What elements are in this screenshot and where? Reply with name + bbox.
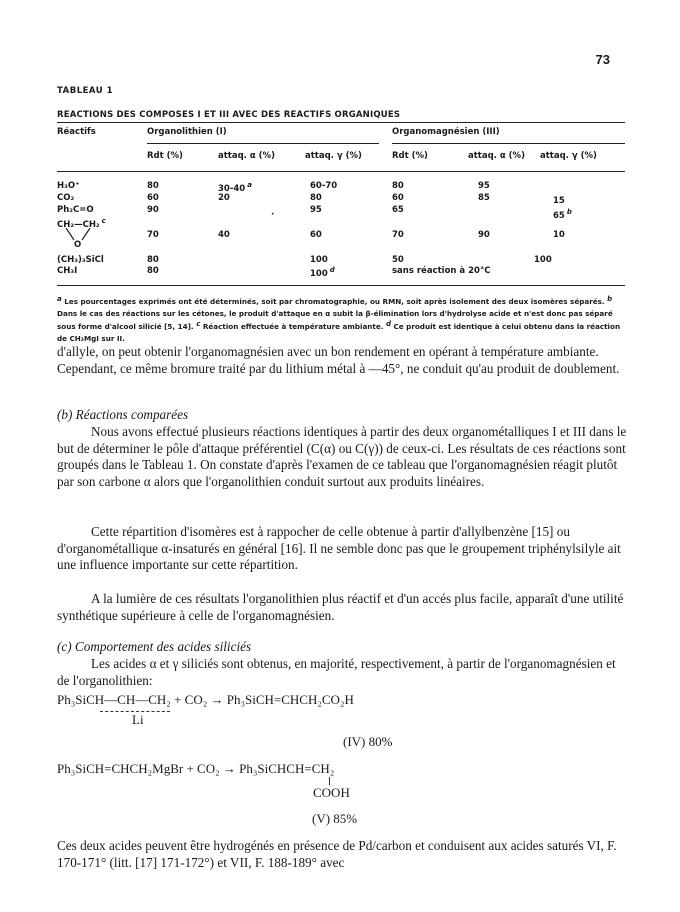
- table-row: [57, 266, 77, 276]
- footnote-mark-c: c: [196, 320, 201, 328]
- table-row: [57, 181, 80, 191]
- table-top-rule: [57, 122, 625, 123]
- cell-mg-alpha: 85: [478, 193, 490, 203]
- cell-mg-gamma: 65 $^b$: [553, 208, 572, 221]
- sub-header-li-alpha: attaq. α (%): [218, 151, 275, 161]
- sub-header-mg-gamma: attaq. γ (%): [540, 151, 597, 161]
- table-title: REACTIONS DES COMPOSES I ET III AVEC DES REACTIFS ORGANIQUES: [57, 110, 401, 120]
- table-label: TABLEAU 1: [57, 86, 114, 96]
- cell-mg-rdt: sans réaction à 20°C: [392, 266, 491, 276]
- col-header-reactifs: Réactifs: [57, 127, 96, 137]
- paragraph-reactions-comparees: Nous avons effectué plusieurs réactions identiques à partir des deux organométalliques I et III dans le but de déterminer le pôle d'attaque préférentiel (C(α) ou C(γ)) de ceux-ci. Les résultats de ces réactions sont groupés dans le Tableau 1. On constate d'après l'examen de ce tableau que l'organomagnésien réagit plutôt par son carbone α alors que l'organolithien conduit surtout aux produits linéaires.: [57, 424, 627, 489]
- table-row: [57, 193, 74, 203]
- cell-li-alpha: 20: [218, 193, 230, 203]
- equation-1-lithium: Li: [132, 712, 144, 727]
- equation-2-label: (V) 85%: [312, 811, 358, 826]
- cell-mg-rdt: 80: [392, 181, 404, 191]
- cell-li-gamma: 95: [310, 205, 322, 215]
- equation-2-cooh: COOH: [313, 785, 350, 800]
- cell-mg-rdt: 65: [392, 205, 404, 215]
- footnote-mark: d: [329, 266, 335, 274]
- group-rule-li: [147, 143, 379, 144]
- cell-mg-rdt: 70: [392, 230, 404, 240]
- cell-reactif: CH₂—CH₂: [57, 220, 100, 230]
- paragraph-conclusion: A la lumière de ces résultats l'organolithien plus réactif et d'un accés plus facile, apparaît d'une utilité synthétique supérieure à celle de l'organomagnésien.: [57, 591, 624, 623]
- cell-mg-rdt: 60: [392, 193, 404, 203]
- page-number: 73: [595, 52, 610, 67]
- footnote-mark: b: [566, 208, 572, 216]
- cell-reactif: H₃O⁺: [57, 181, 80, 191]
- equation-1: Ph₃SiCH—CH—CH₂ + CO₂ → Ph₃SiCH=CHCH₂CO₂H: [57, 692, 354, 707]
- sub-header-mg-rdt: Rdt (%): [392, 151, 428, 161]
- cell-mg-alpha: 95: [478, 181, 490, 191]
- group-rule-mg: [392, 143, 625, 144]
- paragraph-acides: Les acides α et γ siliciés sont obtenus, en majorité, respectivement, à partir de l'organomagnésien et de l'organolithien:: [57, 656, 616, 688]
- cell-reactif: Ph₂C=O: [57, 205, 94, 215]
- footnote-mark-b: b: [607, 295, 613, 303]
- cell-li-gamma: 100 $^d$: [310, 266, 335, 279]
- table-row: [57, 205, 94, 215]
- cell-mg-alpha: 90: [478, 230, 490, 240]
- paragraph-hydrogenation: Ces deux acides peuvent être hydrogénés en présence de Pd/carbon et conduisent aux acides saturés VI, F. 170-171° (litt. [17] 171-172°) et VII, F. 188-189° avec: [57, 838, 617, 870]
- footnote-d: Ce produit est identique à celui obtenu dans la réaction de CH₃MgI sur II.: [57, 322, 621, 343]
- section-heading-c: (c) Comportement des acides siliciés: [57, 639, 252, 654]
- cell-li-rdt: 90: [147, 205, 159, 215]
- equation-2-bond: [329, 777, 330, 785]
- paragraph-repartition: Cette répartition d'isomères est à rappocher de celle obtenue à partir d'allylbenzène [15] ou d'organométallique α-insaturés en général [16]. Il ne semble donc pas que le groupement triphénylsilyle ait une influence importante sur cette répartition.: [57, 524, 621, 572]
- header-bottom-rule: [57, 171, 625, 172]
- table-row: [57, 255, 104, 265]
- cell-li-rdt: 80: [147, 266, 159, 276]
- footnote-mark: c: [101, 217, 106, 225]
- cell-li-rdt: 60: [147, 193, 159, 203]
- sub-header-li-gamma: attaq. γ (%): [305, 151, 362, 161]
- group-header-organolithien: Organolithien (I): [147, 127, 227, 137]
- cell-reactif: CO₂: [57, 193, 75, 203]
- table-bottom-rule: [57, 285, 625, 286]
- cell-mg-gamma: 100: [534, 255, 552, 265]
- cell-li-rdt: 80: [147, 255, 159, 265]
- equation-2: Ph₃SiCH=CHCH₂MgBr + CO₂ → Ph₃SiCHCH=CH₂: [57, 761, 335, 776]
- cell-mg-gamma: 15: [553, 196, 565, 206]
- section-heading-b: (b) Réactions comparées: [57, 407, 189, 422]
- cell-li-rdt: 70: [147, 230, 159, 240]
- footnote-mark-a: a: [57, 295, 62, 303]
- epoxide-oxygen: O: [74, 240, 82, 250]
- cell-reactif: CH₃I: [57, 266, 78, 276]
- cell-mg-rdt: 50: [392, 255, 404, 265]
- equation-1-label: (IV) 80%: [343, 734, 393, 749]
- cell-li-gamma: 100: [310, 255, 328, 265]
- footnote-mark: a: [247, 181, 252, 189]
- footnote-mark-d: d: [386, 320, 392, 328]
- cell-li-alpha: 30-40 $^a$: [218, 181, 252, 194]
- cell-li-gamma: 80: [310, 193, 322, 203]
- table-footnotes: [57, 294, 625, 344]
- footnote-a: Les pourcentages exprimés ont été déterminés, soit par chromatographie, ou RMN, soit après isolement des deux isomères séparés.: [64, 297, 605, 306]
- paragraph-allyl: d'allyle, on peut obtenir l'organomagnésien avec un bon rendement en opérant à température ambiante. Cependant, ce même bromure traité par du lithium métal à —45°, ne conduit qu'au produit de doublement.: [57, 344, 620, 376]
- stray-dot: ·: [271, 210, 275, 220]
- footnote-c: Réaction effectuée à température ambiante.: [202, 322, 384, 331]
- sub-header-li-rdt: Rdt (%): [147, 151, 183, 161]
- cell-li-rdt: 80: [147, 181, 159, 191]
- cell-li-gamma: 60: [310, 230, 322, 240]
- cell-li-gamma: 60-70: [310, 181, 338, 191]
- cell-mg-gamma: 10: [553, 230, 565, 240]
- cell-reactif: (CH₃)₃SiCl: [57, 255, 104, 265]
- footnote-b: Dans le cas des réactions sur les cétones, le produit d'attaque en α subit la β-élimination lors d'hydrolyse acide et n'est donc pas séparé sous forme d'alcool silicié [5, 14].: [57, 308, 613, 331]
- sub-header-mg-alpha: attaq. α (%): [468, 151, 525, 161]
- group-header-organomagnesien: Organomagnésien (III): [392, 127, 500, 137]
- cell-li-alpha: 40: [218, 230, 230, 240]
